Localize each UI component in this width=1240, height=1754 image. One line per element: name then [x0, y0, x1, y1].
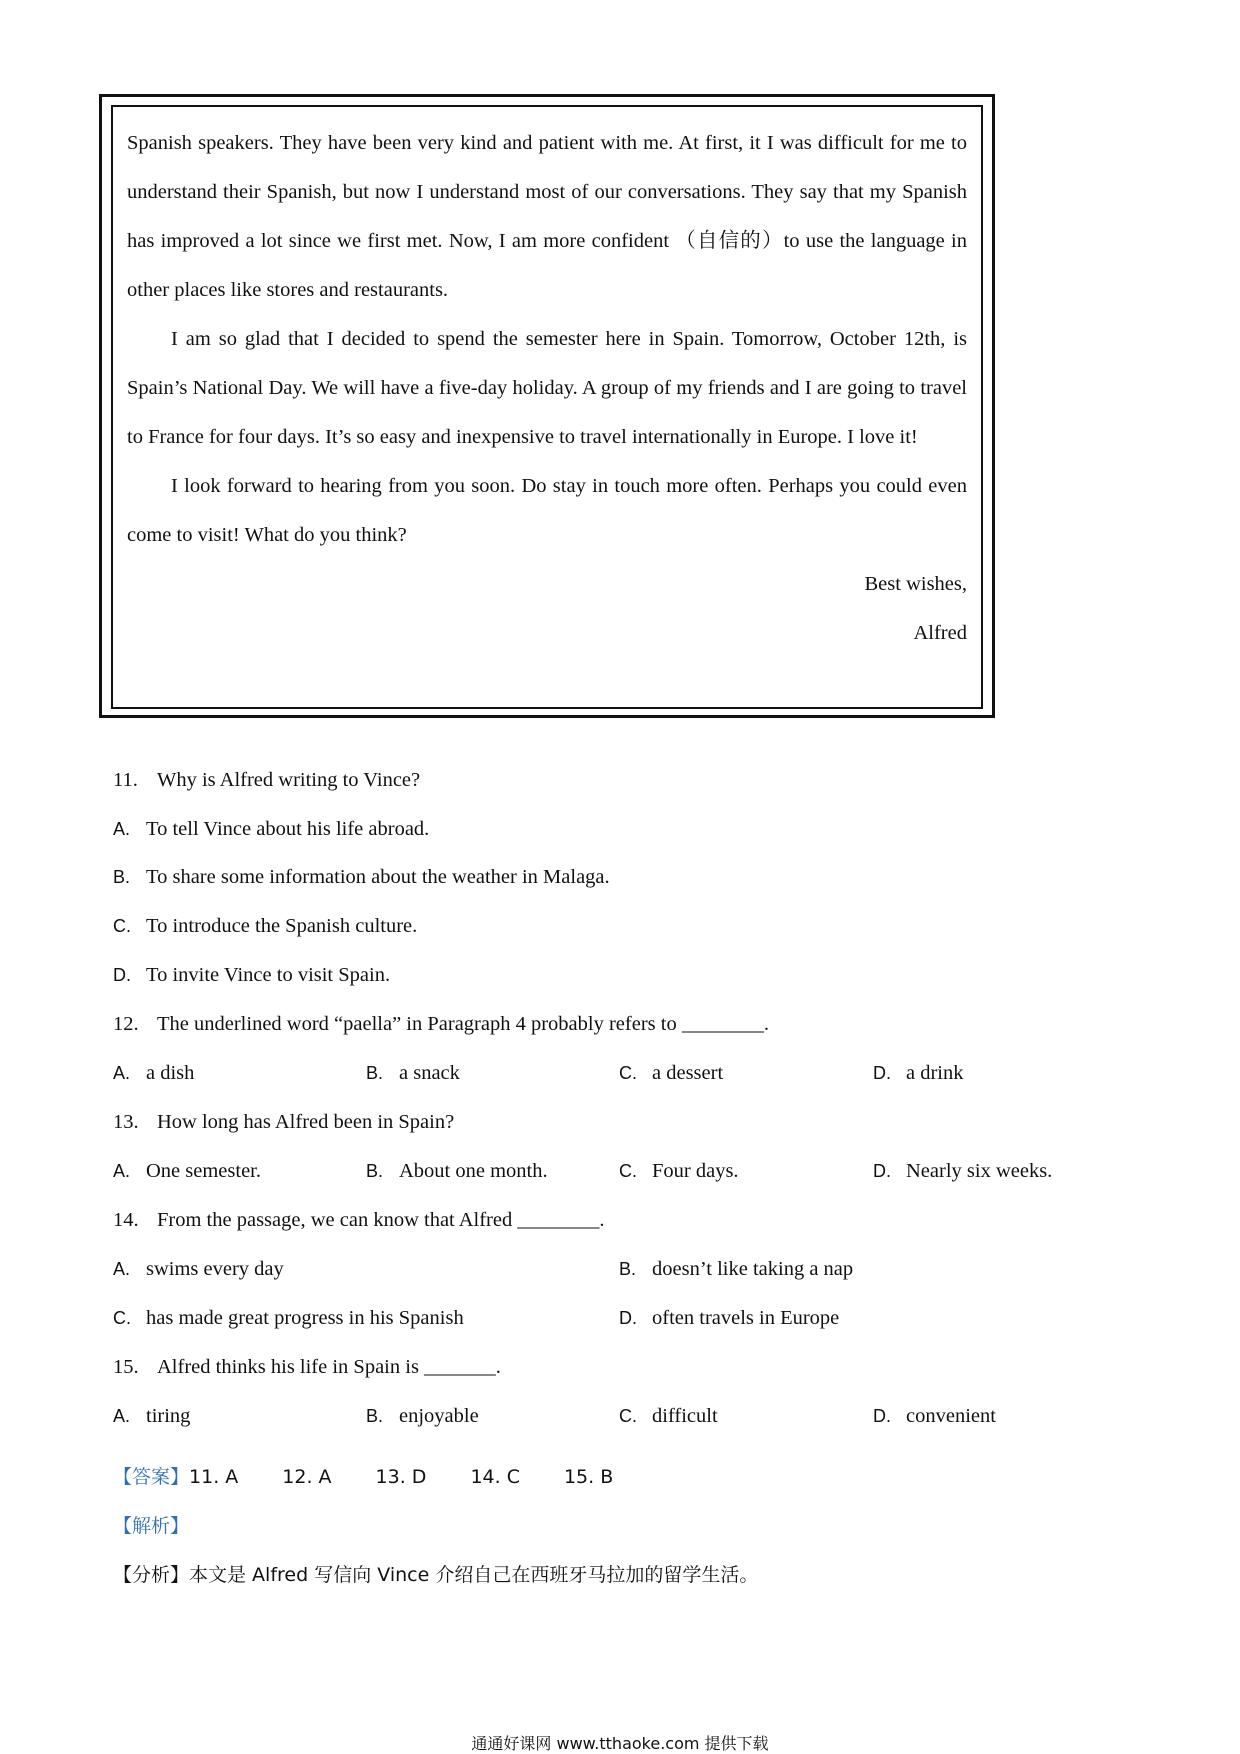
question-number: 14. [113, 1209, 139, 1231]
question-15-option-a: A. tiring [113, 1405, 191, 1427]
analysis-tag: 【分析】 [113, 1564, 190, 1586]
question-13-option-a: A. One semester. [113, 1160, 261, 1182]
question-13 [113, 1111, 454, 1134]
letter-paragraph-2: I am so glad that I decided to spend the semester here in Spain. Tomorrow, October 12th, is Spain’s National Day. We will have a five-day holiday. A group of my friends and I are going to travel to France for four days. It’s so easy and inexpensive to travel internationally in Europe. I love it! [127, 328, 967, 448]
question-11-option-c: C. To introduce the Spanish culture. [113, 915, 418, 937]
question-text: From the passage, we can know that Alfred ________. [157, 1209, 605, 1231]
letter-box [111, 105, 983, 709]
question-text: Why is Alfred writing to Vince? [157, 769, 421, 791]
question-11 [113, 769, 420, 792]
answer-item: 11. A [189, 1466, 239, 1488]
page-footer: 通通好课网 www.tthaoke.com 提供下载 [471, 1734, 769, 1753]
question-number: 12. [113, 1013, 139, 1035]
question-13-option-b: B. About one month. [366, 1160, 548, 1182]
analysis-summary [113, 1560, 758, 1587]
question-14-option-d: D. often travels in Europe [619, 1307, 840, 1329]
letter-closing: Best wishes, [864, 573, 967, 595]
question-number: 13. [113, 1111, 139, 1133]
question-11-option-d: D. To invite Vince to visit Spain. [113, 964, 391, 986]
question-11-option-a: A. To tell Vince about his life abroad. [113, 818, 430, 840]
question-15 [113, 1356, 501, 1379]
question-13-option-d: D. Nearly six weeks. [873, 1160, 1053, 1182]
question-15-option-b: B. enjoyable [366, 1405, 479, 1427]
question-14-option-a: A. swims every day [113, 1258, 284, 1280]
question-number: 15. [113, 1356, 139, 1378]
question-11-option-b: B. To share some information about the weather in Malaga. [113, 866, 610, 888]
answer-key [113, 1462, 657, 1489]
letter-paragraph-1: Spanish speakers. They have been very kind and patient with me. At first, it I was difficult for me to understand their Spanish, but now I understand most of our conversations. They say that my Spanish has improved a lot since we first met. Now, I am more confident （自信的）to use the language in other places like stores and restaurants. [127, 132, 967, 301]
question-14-option-b: B. doesn’t like taking a nap [619, 1258, 854, 1280]
question-14 [113, 1209, 605, 1232]
question-15-option-c: C. difficult [619, 1405, 718, 1427]
question-12-option-b: B. a snack [366, 1062, 460, 1084]
question-14-option-c: C. has made great progress in his Spanish [113, 1307, 464, 1329]
answer-tag: 【答案】 [113, 1466, 190, 1488]
letter-signature: Alfred [913, 622, 967, 644]
question-text: Alfred thinks his life in Spain is _______. [157, 1356, 501, 1378]
question-12 [113, 1013, 769, 1036]
answer-item: 14. C [470, 1466, 520, 1488]
question-12-option-a: A. a dish [113, 1062, 195, 1084]
question-15-option-d: D. convenient [873, 1405, 996, 1427]
question-text: The underlined word “paella” in Paragraph 4 probably refers to ________. [157, 1013, 769, 1035]
question-12-option-c: C. a dessert [619, 1062, 724, 1084]
answer-item: 12. A [282, 1466, 332, 1488]
answer-item: 13. D [375, 1466, 427, 1488]
analysis-text: 本文是 Alfred 写信向 Vince 介绍自己在西班牙马拉加的留学生活。 [189, 1564, 759, 1586]
question-13-option-c: C. Four days. [619, 1160, 739, 1182]
analysis-heading: 【解析】 [113, 1515, 190, 1537]
question-number: 11. [113, 769, 138, 791]
answer-item: 15. B [563, 1466, 614, 1488]
question-text: How long has Alfred been in Spain? [157, 1111, 455, 1133]
letter-paragraph-3: I look forward to hearing from you soon. Do stay in touch more often. Perhaps you could even come to visit! What do you think? [127, 475, 967, 546]
question-12-option-d: D. a drink [873, 1062, 964, 1084]
